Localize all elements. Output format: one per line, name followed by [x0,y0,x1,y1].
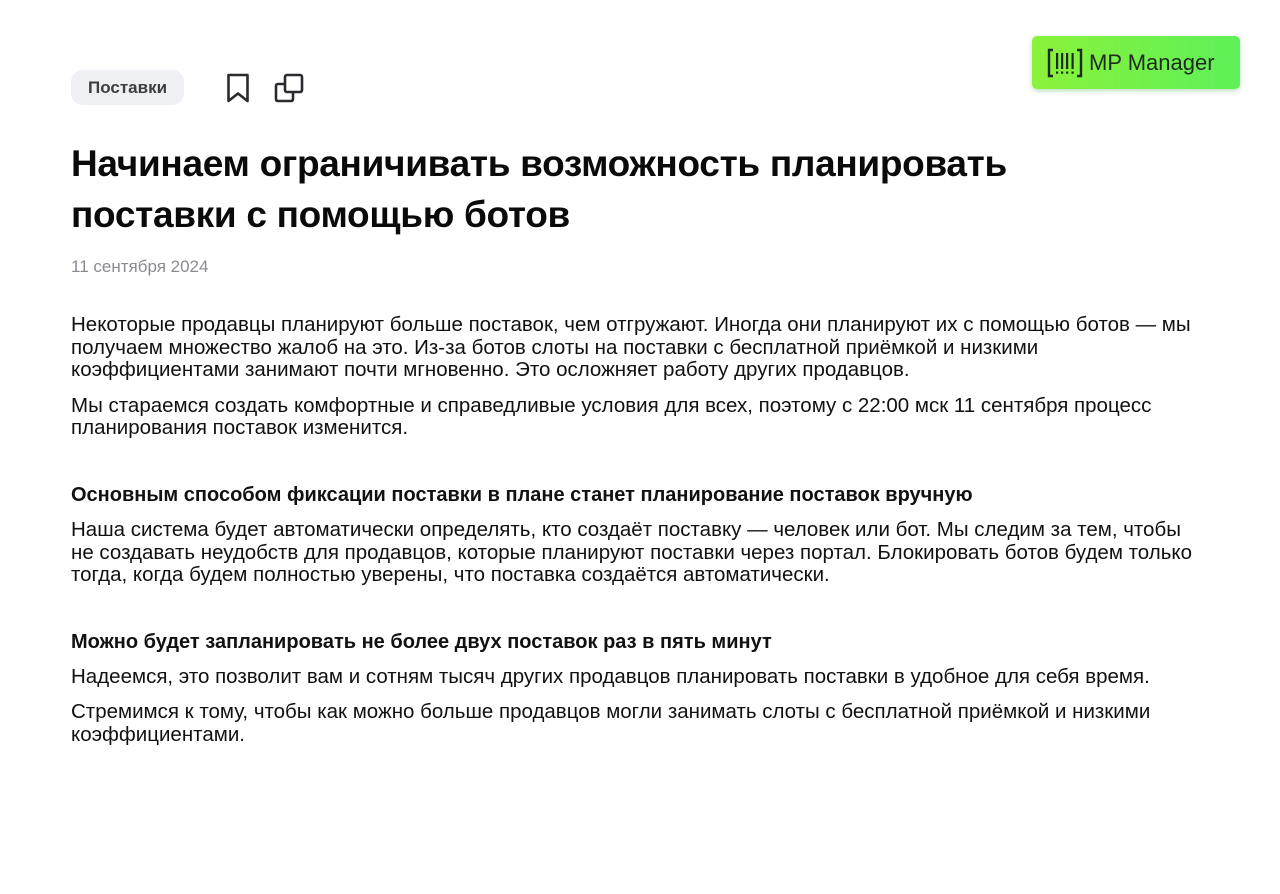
section-heading: Основным способом фиксации поставки в плане станет планирование поставок вручную [71,483,973,506]
article-body [71,314,1196,760]
mp-manager-badge[interactable] [1032,36,1240,89]
article-title: Начинаем ограничивать возможность планировать поставки с помощью ботов [71,143,1007,235]
section-paragraph: Стремимся к тому, чтобы как можно больше продавцов могли занимать слоты с бесплатной приёмкой и низкими коэффициентами. [71,700,1151,746]
copy-icon [274,73,304,103]
category-tag[interactable]: Поставки [71,70,184,105]
intro-paragraph: Некоторые продавцы планируют больше поставок, чем отгружают. Иногда они планируют их с помощью ботов — мы получаем множество жалоб на это. Из-за ботов слоты на поставки с бесплатной приёмкой и низкими коэффициентами занимают почти мгновенно. Это осложняет работу других продавцов. [71,313,1191,382]
intro-paragraph: Мы стараемся создать комфортные и справедливые условия для всех, поэтому с 22:00 мск 11 сентября процесс планирования поставок изменится. [71,393,1152,440]
publication-date: 11 сентября 2024 [71,257,209,276]
section-paragraph: Надеемся, это позволит вам и сотням тысяч других продавцов планировать поставки в удобное для себя время. [71,664,1150,688]
bookmark-button[interactable] [222,72,254,104]
barcode-icon [1047,47,1083,79]
brand-name: MP Manager [1089,49,1215,75]
section-heading: Можно будет запланировать не более двух поставок раз в пять минут [71,630,772,653]
copy-button[interactable] [273,72,305,104]
section-paragraph: Наша система будет автоматически определять, кто создаёт поставку — человек или бот. Мы следим за тем, чтобы не создавать неудобств для продавцов, которые планируют поставки через портал. Блокировать ботов будем только тогда, когда будем полностью уверены, что поставка создаётся автоматически. [71,517,1192,587]
article-toolbar [71,70,305,105]
bookmark-icon [226,73,250,103]
